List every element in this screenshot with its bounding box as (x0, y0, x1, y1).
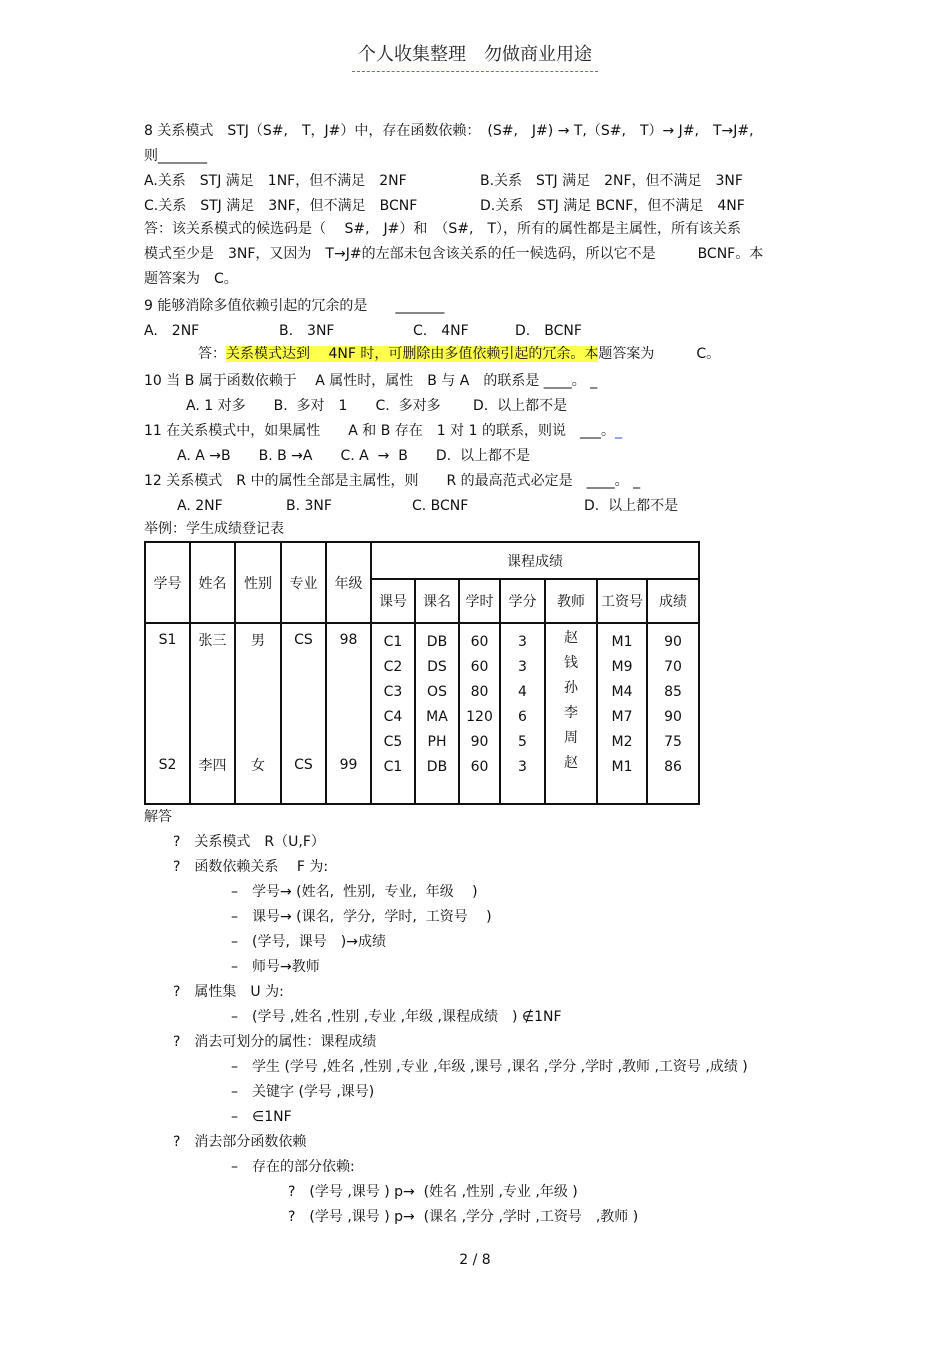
answer-student-relation: – 学生 (学号 ,姓名 ,性别 ,专业 ,年级 ,课号 ,课名 ,学分 ,学时 ,教师 ,工资号 ,成绩 ) (231, 1059, 748, 1075)
s2-major: CS (294, 757, 313, 773)
course-credits: 3 (518, 659, 527, 675)
course-hours: 60 (470, 634, 489, 650)
major-cell (281, 623, 326, 804)
course-credits: 5 (518, 734, 527, 750)
answer-fd-4: – 师号→教师 (231, 959, 320, 975)
header-text: 个人收集整理 勿做商业用途 (352, 44, 598, 72)
subheader-teacher: 教师 (545, 579, 597, 623)
course-id: C1 (383, 759, 403, 775)
q8-option-c: C.关系 STJ 满足 3NF，但不满足 BCNF (144, 198, 418, 214)
course-id: C3 (383, 684, 403, 700)
course-teacher: 李 (564, 705, 578, 721)
q9-answer-prefix: 答： (198, 346, 226, 362)
sex-cell (235, 623, 281, 804)
course-score: 90 (664, 634, 682, 650)
q12-option-b: B. 3NF (286, 498, 332, 514)
course-hours: 120 (466, 709, 493, 725)
course-credits: 3 (518, 634, 527, 650)
course-id-column (371, 623, 415, 804)
s2-grade-year: 99 (339, 757, 358, 773)
course-name-column (415, 623, 459, 804)
course-salary-id: M1 (611, 759, 633, 775)
score-column (647, 623, 699, 804)
q8-line2: 则_______ (144, 148, 207, 164)
course-salary-id: M7 (611, 709, 633, 725)
answer-partial-dep-1: ? (学号 ,课号 ) p→ (姓名 ,性别 ,专业 ,年级 ) (288, 1184, 578, 1200)
name-cell (190, 623, 235, 804)
course-hours: 60 (470, 659, 489, 675)
q9-option-b: B. 3NF (279, 323, 335, 339)
q9-answer (198, 344, 720, 364)
course-score: 86 (664, 759, 682, 775)
answer-attribute-set-value: – (学号 ,姓名 ,性别 ,专业 ,年级 ,课程成绩 ) ∉1NF (231, 1009, 562, 1025)
course-salary-id: M1 (611, 634, 633, 650)
course-name: DB (426, 634, 448, 650)
course-credits: 6 (518, 709, 527, 725)
answer-fd-3: – (学号, 课号 )→成绩 (231, 934, 387, 950)
answer-bullet-attribute-set: ? 属性集 U 为: (173, 984, 284, 1000)
q11-blue-mark: _ (614, 423, 622, 439)
answer-title: 解答 (144, 809, 172, 825)
course-score: 90 (664, 709, 682, 725)
course-score: 70 (664, 659, 682, 675)
course-teacher: 赵 (564, 630, 578, 646)
header-course-grades: 课程成绩 (371, 542, 699, 579)
course-name: OS (427, 684, 447, 700)
q11-question (144, 421, 622, 441)
s1-id: S1 (158, 632, 177, 648)
teacher-column (545, 623, 597, 804)
q8-line1: 8 关系模式 STJ（S#, T，J#）中，存在函数依赖： (S#, J#) → T,（S#, T）→ J#, T→J#, (144, 123, 754, 139)
course-name: PH (427, 734, 447, 750)
answer-partial-dep-2: ? (学号 ,课号 ) p→ (课名 ,学分 ,学时 ,工资号 ,教师 ) (288, 1209, 639, 1225)
s1-sex: 男 (251, 633, 265, 649)
grade-year-cell (326, 623, 371, 804)
answer-bullet-fd-set: ? 函数依赖关系 F 为: (173, 859, 329, 875)
q9-option-d: D. BCNF (515, 323, 582, 339)
subheader-course-name: 课名 (415, 579, 459, 623)
q8-answer-line1: 答：该关系模式的候选码是（ S#, J#）和 （S#, T），所有的属性都是主属性，所有该关系 (144, 221, 741, 237)
q9-answer-suffix: 题答案为 C。 (598, 346, 721, 362)
header-student-id: 学号 (145, 542, 190, 623)
page-header (0, 40, 950, 66)
course-name: DB (426, 759, 448, 775)
course-hours: 60 (470, 759, 489, 775)
course-teacher: 赵 (564, 755, 578, 771)
answer-key: – 关键字 (学号 ,课号) (231, 1084, 375, 1100)
subheader-hours: 学时 (459, 579, 500, 623)
q8-answer-line2: 模式至少是 3NF，又因为 T→J#的左部未包含该关系的任一候选码，所以它不是 BCNF。本 (144, 246, 764, 262)
course-id: C5 (383, 734, 403, 750)
grade-table (144, 541, 700, 805)
header-major: 专业 (281, 542, 326, 623)
q8-option-b: B.关系 STJ 满足 2NF，但不满足 3NF (480, 173, 743, 189)
s2-sex: 女 (251, 758, 265, 774)
course-hours: 80 (470, 684, 489, 700)
answer-bullet-remove-partial: ? 消去部分函数依赖 (173, 1134, 307, 1150)
s2-id: S2 (158, 757, 177, 773)
course-salary-id: M2 (611, 734, 633, 750)
subheader-score: 成绩 (647, 579, 699, 623)
course-score: 75 (664, 734, 682, 750)
course-id: C2 (383, 659, 403, 675)
example-title: 举例：学生成绩登记表 (144, 521, 284, 537)
answer-fd-2: – 课号→ (课名, 学分, 学时, 工资号 ) (231, 909, 492, 925)
answer-bullet-remove-divisible: ? 消去可划分的属性：课程成绩 (173, 1034, 377, 1050)
salary-id-column (597, 623, 647, 804)
answer-fd-1: – 学号→ (姓名, 性别, 专业, 年级 ) (231, 884, 478, 900)
q12-option-c: C. BCNF (412, 498, 469, 514)
q12-option-a: A. 2NF (177, 498, 223, 514)
q8-option-d: D.关系 STJ 满足 BCNF，但不满足 4NF (480, 198, 745, 214)
page-number: 2 / 8 (459, 1252, 491, 1268)
q10-options: A. 1 对多 B. 多对 1 C. 多对多 D. 以上都不是 (186, 398, 568, 414)
answer-bullet-relation-schema: ? 关系模式 R（U,F） (173, 834, 325, 850)
q9-option-c: C. 4NF (413, 323, 469, 339)
subheader-credits: 学分 (500, 579, 545, 623)
header-name: 姓名 (190, 542, 235, 623)
answer-partial-deps: – 存在的部分依赖: (231, 1159, 355, 1175)
course-teacher: 孙 (564, 680, 578, 696)
q9-option-a: A. 2NF (144, 323, 200, 339)
q11-question-text: 11 在关系模式中，如果属性 A 和 B 存在 1 对 1 的联系，则说 ___。 (144, 423, 615, 439)
course-id: C1 (383, 634, 403, 650)
s1-name: 张三 (198, 633, 227, 649)
q11-options: A. A →B B. B →A C. A → B D. 以上都不是 (177, 448, 530, 464)
q9-question: 9 能够消除多值依赖引起的冗余的是 _______ (144, 298, 445, 314)
q10-question: 10 当 B 属于函数依赖于 A 属性时，属性 B 与 A 的联系是 ____。 _ (144, 373, 598, 389)
course-hours: 90 (470, 734, 489, 750)
subheader-course-id: 课号 (371, 579, 415, 623)
course-name: DS (427, 659, 447, 675)
q12-option-d: D. 以上都不是 (584, 498, 679, 514)
course-salary-id: M9 (611, 659, 633, 675)
course-id: C4 (383, 709, 403, 725)
course-credits: 4 (518, 684, 527, 700)
s1-grade-year: 98 (339, 632, 358, 648)
header-grade-year: 年级 (326, 542, 371, 623)
q12-question: 12 关系模式 R 中的属性全部是主属性，则 R 的最高范式必定是 ____。 _ (144, 473, 641, 489)
course-salary-id: M4 (611, 684, 633, 700)
course-teacher: 钱 (564, 655, 578, 671)
answer-in-1nf: – ∈1NF (231, 1109, 292, 1125)
course-score: 85 (664, 684, 682, 700)
credits-column (500, 623, 545, 804)
q8-option-a: A.关系 STJ 满足 1NF，但不满足 2NF (144, 173, 407, 189)
s2-name: 李四 (198, 758, 227, 774)
course-name: MA (426, 709, 448, 725)
hours-column (459, 623, 500, 804)
q9-answer-highlight: 关系模式达到 4NF 时，可删除由多值依赖引起的冗余。本 (226, 346, 599, 362)
course-credits: 3 (518, 759, 527, 775)
student-id-cell (145, 623, 190, 804)
s1-major: CS (294, 632, 313, 648)
course-teacher: 周 (564, 730, 578, 746)
q8-answer-line3: 题答案为 C。 (144, 271, 238, 287)
header-sex: 性别 (235, 542, 281, 623)
subheader-salary-id: 工资号 (597, 579, 647, 623)
